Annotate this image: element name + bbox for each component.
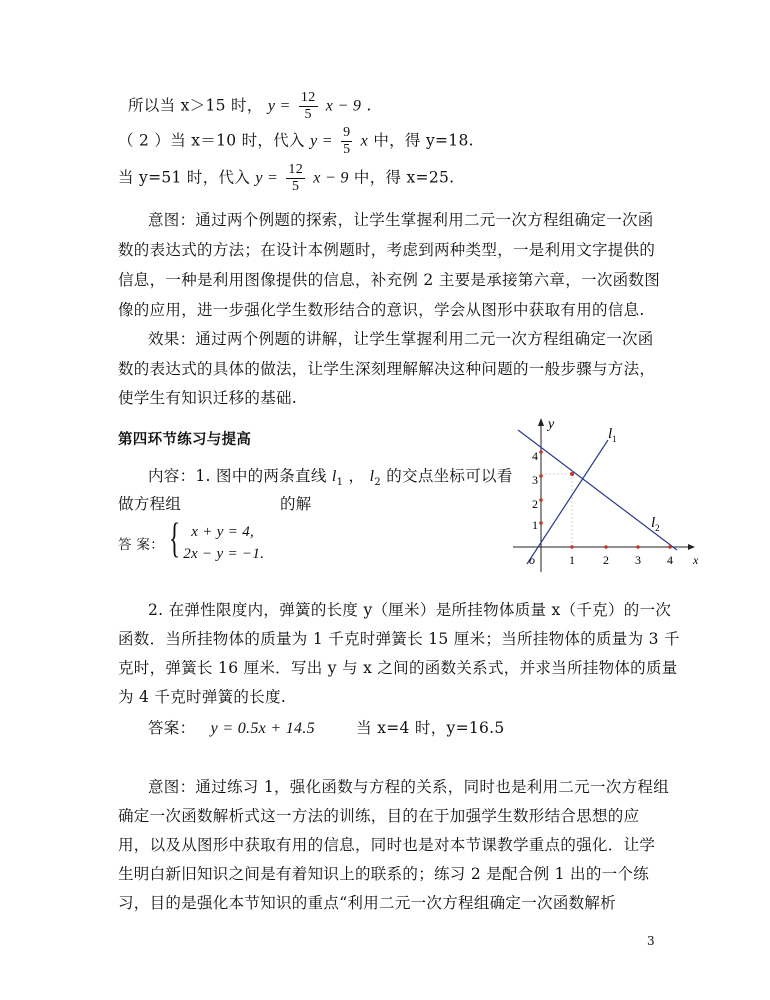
para2-text2: 中，得 y=18. [373, 131, 474, 150]
y-tick-2: 2 [532, 497, 538, 511]
exercise1-text: 内容：1. 图中的两条直线 [148, 467, 327, 485]
exercise1-line-1 [148, 464, 513, 488]
l2-subscript: 2 [374, 477, 381, 489]
y-tick-3: 3 [532, 473, 538, 487]
effect-line-1: 效果：通过两个例题的讲解，让学生掌握利用二元一次方程组确定一次函 [148, 330, 654, 348]
para3-eq-lhs: y = [255, 169, 279, 187]
para1-frac-den: 5 [304, 107, 312, 122]
equation-2: 2x − y = −1. [183, 546, 265, 562]
para1-text: 所以当 x＞15 时， [128, 96, 263, 115]
exercise1-line-2b: 的解 [280, 495, 312, 513]
y-tick-4: 4 [532, 449, 538, 463]
effect-line-2: 数的表达式的具体的做法，让学生深刻理解解决这种问题的一般步骤与方法， [118, 360, 656, 378]
para2-fraction [341, 125, 352, 158]
l2-symbol: l [369, 468, 375, 485]
x-axis-label: x [693, 553, 699, 567]
para2-eq-rhs: x [360, 132, 369, 150]
exercise1-answer [118, 516, 265, 565]
point-x2 [604, 545, 608, 549]
para2-eq-lhs: y = [310, 132, 333, 150]
x-tick-3: 3 [635, 553, 641, 567]
para1-line [128, 90, 372, 123]
exercise1-sep: ， [348, 467, 365, 485]
line-l1-label [608, 426, 617, 444]
effect-line-3: 使学生有知识迁移的基础. [118, 389, 298, 407]
point-y3 [539, 474, 543, 478]
para2-frac-num: 9 [343, 125, 351, 140]
para2-text: （ 2 ）当 x＝10 时，代入 [118, 131, 305, 150]
point-y2 [539, 498, 543, 502]
line-l2 [518, 430, 677, 550]
para1-fraction [299, 90, 318, 123]
line-l2-letter: l [651, 515, 656, 531]
intent1-line-4: 像的应用，进一步强化学生数形结合的意识，学会从图形中获取有用的信息. [118, 301, 645, 319]
answer2-label: 答案： [148, 719, 196, 737]
line-l1-letter: l [608, 426, 613, 442]
section-title: 第四环节练习与提高 [118, 431, 252, 448]
para1-end: . [366, 96, 372, 115]
exercise1-line-2a: 做方程组 [118, 495, 182, 513]
equation-1: x + y = 4, [191, 524, 255, 540]
brace-glyph: { [169, 516, 181, 562]
page-number: 3 [647, 934, 655, 948]
line-l2-sub: 2 [655, 523, 660, 533]
intent2-line-1: 意图：通过练习 1，强化函数与方程的关系，同时也是利用二元一次方程组 [148, 778, 669, 796]
exercise2-line-1: 2. 在弹性限度内，弹簧的长度 y（厘米）是所挂物体质量 x（千克）的一次 [148, 601, 672, 619]
exercise2-line-4: 为 4 千克时弹簧的长度. [118, 688, 287, 706]
para1-eq-rhs: x − 9 [325, 97, 362, 115]
answer2-tail: 当 x=4 时，y=16.5 [356, 719, 505, 737]
intersection-point [570, 472, 574, 476]
para3-text2: 中，得 x=25. [353, 168, 455, 187]
point-x3 [636, 545, 640, 549]
l1-symbol: l [331, 468, 337, 485]
x-axis-arrow [688, 544, 695, 550]
point-y1 [539, 521, 543, 525]
answer-label: 答 案： [118, 537, 164, 553]
x-tick-2: 2 [603, 553, 609, 567]
para2-line [118, 125, 474, 158]
x-tick-4: 4 [667, 553, 673, 567]
para3-eq-rhs: x − 9 [313, 169, 349, 187]
line-l2-label [651, 515, 660, 533]
answer2-equation: y = 0.5x + 14.5 [210, 720, 315, 737]
para2-frac-den: 5 [343, 142, 351, 157]
exercise1-text2: 的交点坐标可以看 [386, 467, 513, 485]
intent1-line-3: 信息，一种是利用图像提供的信息，补充例 2 主要是承接第六章，一次函数图 [118, 271, 661, 289]
intent1-line-1: 意图：通过两个例题的探索，让学生掌握利用二元一次方程组确定一次函 [148, 211, 654, 229]
intent2-line-5: 习，目的是强化本节知识的重点“利用二元一次方程组确定一次函数解析 [118, 894, 617, 912]
l1-subscript: 1 [336, 477, 344, 489]
intent2-line-3: 用，以及从图形中获取有用的信息，同时也是对本节课教学重点的强化．让学 [118, 836, 656, 854]
line-l1 [527, 440, 608, 564]
y-tick-1: 1 [532, 518, 538, 532]
para3-frac-num: 12 [288, 162, 304, 177]
para3-fraction [286, 162, 305, 195]
point-y4 [539, 450, 543, 454]
intent1-line-2: 数的表达式的方法；在设计本例题时，考虑到两种类型，一是利用文字提供的 [118, 241, 656, 259]
para3-text: 当 y=51 时，代入 [118, 168, 251, 187]
point-x1 [570, 545, 574, 549]
y-axis-label: y [548, 417, 555, 432]
coordinate-graph [505, 412, 705, 577]
intent2-line-2: 确定一次函数解析式这一方法的训练，目的在于加强学生数形结合思想的应 [118, 807, 640, 825]
exercise2-line-3: 克时，弹簧长 16 厘米．写出 y 与 x 之间的函数关系式，并求当所挂物体的质量 [118, 659, 678, 677]
para1-eq-lhs: y = [267, 97, 291, 115]
para3-line [118, 162, 454, 195]
y-axis-arrow [538, 418, 544, 426]
para3-frac-den: 5 [292, 179, 300, 194]
line-l1-sub: 1 [612, 434, 617, 444]
exercise2-line-2: 函数．当所挂物体的质量为 1 千克时弹簧长 15 厘米；当所挂物体的质量为 3 千 [118, 630, 680, 648]
intent2-line-4: 生明白新旧知识之间是有着知识上的联系的；练习 2 是配合例 1 出的一个练 [118, 865, 650, 883]
point-x4 [668, 545, 672, 549]
answer2-line [148, 716, 505, 738]
x-tick-1: 1 [569, 553, 575, 567]
equation-system [169, 516, 265, 565]
origin-label: o [529, 553, 535, 567]
para1-frac-num: 12 [300, 90, 316, 105]
